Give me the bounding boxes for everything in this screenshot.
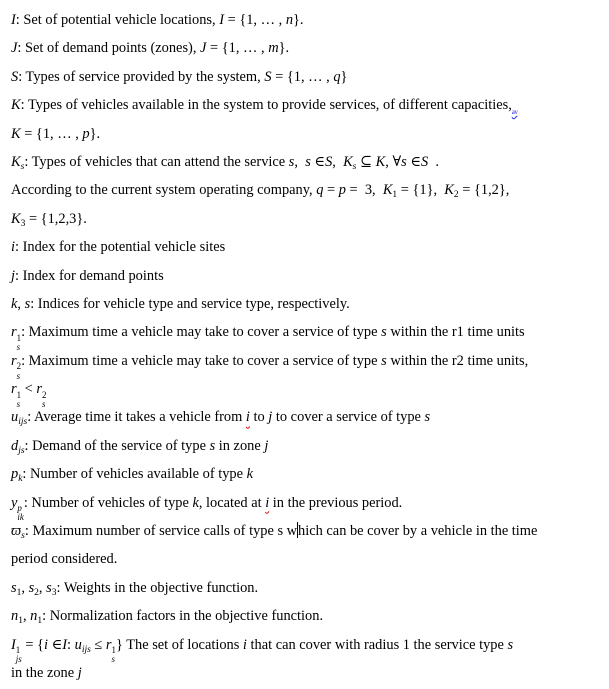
math-variable: p (338, 182, 346, 199)
text-run: , (294, 153, 306, 170)
math-variable: u (11, 409, 19, 426)
definition-line (11, 489, 603, 523)
subscript: s (352, 161, 357, 172)
math-variable: I (11, 12, 16, 28)
math-variable: s (28, 579, 35, 596)
math-variable: s (401, 153, 407, 170)
math-variable: y (11, 494, 18, 511)
superscript-subscript-stack: 1 s (111, 645, 116, 665)
text-run: , (22, 608, 31, 625)
text-run: ∈ (310, 153, 326, 170)
math-variable: s (24, 295, 31, 312)
subscript: 3 (20, 218, 26, 229)
math-variable: r (11, 352, 17, 369)
math-variable: S (421, 153, 429, 170)
math-variable: k (192, 494, 199, 511)
text-run: : Index for the potential vehicle sites (15, 239, 226, 256)
text-run: , (21, 579, 29, 596)
math-variable: s (209, 437, 216, 454)
math-variable: K (11, 153, 21, 170)
superscript-subscript-stack: 1 s (16, 389, 22, 409)
subscript: k (18, 474, 23, 485)
subscript: 2 (453, 190, 459, 201)
definition-line (11, 545, 603, 573)
text-run: : Maximum number of service calls of type s w (24, 523, 298, 540)
math-variable: I (11, 636, 16, 653)
text-run: }. (293, 12, 304, 28)
superscript-subscript-stack: 1 s (16, 332, 22, 353)
text-run: , (38, 579, 47, 596)
text-run: : (67, 636, 75, 653)
text-run: , (332, 153, 344, 170)
text-run: to cover a service of type (272, 409, 425, 426)
definition-line (11, 602, 603, 630)
definition-line (11, 120, 603, 148)
math-variable: j (77, 664, 82, 681)
text-run: : Set of demand points (zones), (17, 40, 201, 57)
text-run: = { (21, 636, 44, 653)
subscript: 1 (37, 616, 43, 627)
math-variable: k (246, 466, 253, 483)
text-run: ⊆ (356, 153, 376, 170)
math-variable: i (43, 636, 48, 653)
text-run: = (323, 182, 339, 199)
text-run: : Weights in the objective function. (56, 579, 259, 596)
math-variable: n (30, 608, 38, 625)
text-run: within the r2 time units, (386, 352, 529, 369)
definition-line (11, 91, 603, 119)
superscript-subscript-stack: 1 js (15, 645, 22, 665)
math-variable: r (36, 381, 42, 398)
definition-line (11, 262, 603, 290)
text-run: } (340, 68, 348, 85)
math-variable: ϖ (11, 523, 22, 540)
definition-line (11, 205, 603, 233)
definition-line (11, 347, 603, 381)
text-run: = {1,2,3}. (25, 210, 87, 227)
definition-line (11, 233, 603, 261)
math-variable: p (11, 466, 19, 483)
text-run: : Maximum time a vehicle may take to cover a service of type (21, 352, 382, 369)
subscript: 1 (16, 587, 22, 598)
math-variable: j (11, 267, 15, 284)
math-variable: q (316, 182, 324, 199)
text-run: ∈ (47, 636, 63, 653)
subscript: 2 (34, 587, 39, 598)
superscript-subscript-stack: 2 s (16, 361, 22, 381)
superscript-subscript-stack: 2 s (41, 389, 47, 409)
definition-line (11, 6, 603, 34)
math-variable: s (11, 579, 17, 596)
text-run: in zone (215, 437, 265, 454)
math-variable: r (105, 636, 112, 653)
math-variable: K (11, 97, 21, 114)
text-run: : Number of vehicles available of type (22, 466, 247, 483)
subscript: 1 (392, 190, 398, 201)
math-variable: u (74, 636, 82, 653)
text-run: ≤ (90, 636, 106, 653)
math-variable: s (507, 636, 514, 653)
subscript: 1 (18, 616, 23, 627)
text-run: : Average time it takes a vehicle from (27, 409, 246, 426)
math-variable: s (424, 409, 431, 426)
math-variable: r (11, 324, 17, 341)
math-variable: s (381, 324, 387, 341)
math-variable: m (268, 40, 279, 57)
definition-line (11, 517, 603, 545)
subscript: ijs (81, 644, 91, 655)
text-run: within the r1 time units (386, 324, 525, 341)
text-run: hich can be cover by a vehicle in the time (298, 523, 538, 540)
math-variable: K (382, 182, 393, 199)
definition-line (11, 318, 603, 353)
text-run: : Normalization factors in the objective function. (42, 608, 324, 625)
math-variable: n (285, 12, 294, 28)
text-run: : Set of potential vehicle locations, (15, 12, 220, 28)
text-run: : Maximum time a vehicle may take to cover a service of type (21, 324, 382, 341)
math-variable: K (343, 153, 353, 170)
text-run: in the zone (11, 664, 78, 681)
text-run: , located at (198, 494, 266, 511)
math-variable: p (82, 125, 90, 142)
math-variable: S (325, 153, 333, 170)
text-run: = 3, (345, 182, 383, 199)
text-run: = {1, … , (271, 68, 334, 85)
definition-line (11, 432, 603, 460)
text-run: ∈ (406, 153, 422, 170)
text-run: = {1,2}, (458, 182, 510, 199)
text-run: = {1, … , (206, 40, 269, 57)
math-variable: K (444, 182, 454, 199)
text-run: , ∀ (385, 153, 402, 170)
superscript-subscript-stack: p ik (17, 503, 24, 523)
subscript: s (20, 161, 25, 172)
math-variable: S (11, 68, 19, 85)
definition-line (11, 460, 603, 488)
definition-line (11, 403, 603, 431)
tracked-change-mark: av (511, 108, 518, 117)
math-variable: S (264, 68, 272, 85)
math-variable: I (219, 12, 225, 28)
math-variable: s (288, 153, 295, 170)
math-variable: k (11, 295, 18, 312)
math-variable: i (242, 636, 247, 653)
definition-line (11, 631, 603, 665)
definition-line (11, 63, 603, 91)
text-run: }. (89, 125, 101, 142)
math-variable: i (11, 239, 15, 256)
math-variable-spellcheck: i (265, 494, 270, 511)
text-run: = {1}, (397, 182, 445, 199)
math-variable: d (11, 437, 19, 454)
subscript: s (21, 531, 25, 542)
math-variable: s (46, 579, 52, 596)
text-run: that can cover with radius 1 the service type (246, 636, 508, 653)
text-run: to (249, 409, 269, 426)
text-run: : Index for demand points (15, 267, 164, 284)
definition-line (11, 574, 603, 602)
math-variable: j (264, 437, 269, 454)
text-run: : Indices for vehicle type and service type, respectively. (30, 295, 350, 312)
text-run: period considered. (11, 551, 118, 568)
math-variable: s (381, 352, 387, 369)
definition-line (11, 290, 603, 318)
text-run: According to the current system operating company, (11, 182, 317, 199)
math-variable: I (62, 636, 68, 653)
subscript: 3 (51, 587, 57, 598)
math-variable: J (200, 40, 207, 57)
subscript: ijs (18, 417, 28, 428)
text-run: : Types of vehicles that can attend the service (24, 153, 289, 170)
text-run: : Number of vehicles of type (23, 494, 193, 511)
definition-line (11, 375, 603, 409)
text-run: < (21, 381, 37, 398)
math-variable: r (11, 381, 17, 398)
math-variable: j (268, 409, 273, 426)
text-run: : Demand of the service of type (24, 437, 210, 454)
text-run: = {1, … , (224, 12, 286, 28)
math-variable-spellcheck: i (245, 409, 250, 426)
math-variable: n (11, 608, 19, 625)
text-run: }. (278, 40, 290, 57)
math-variable: K (11, 210, 21, 227)
definition-line (11, 176, 603, 204)
definition-line (11, 34, 603, 62)
definition-line (11, 659, 603, 687)
text-run: = {1, … , (20, 125, 83, 142)
definition-line (11, 148, 603, 176)
text-run: : Types of vehicles available in the system to provide services, of different capacities, (20, 97, 512, 114)
text-run: , (17, 295, 25, 312)
text-run: . (428, 153, 440, 170)
math-variable: K (375, 153, 386, 170)
math-variable: J (11, 40, 18, 57)
subscript: js (18, 445, 25, 456)
math-variable: q (333, 68, 341, 85)
math-variable: s (305, 153, 311, 170)
text-run: } The set of locations (115, 636, 243, 653)
math-variable: K (11, 125, 21, 142)
text-run: : Types of service provided by the system, (18, 68, 265, 85)
text-run: in the previous period. (269, 494, 403, 511)
